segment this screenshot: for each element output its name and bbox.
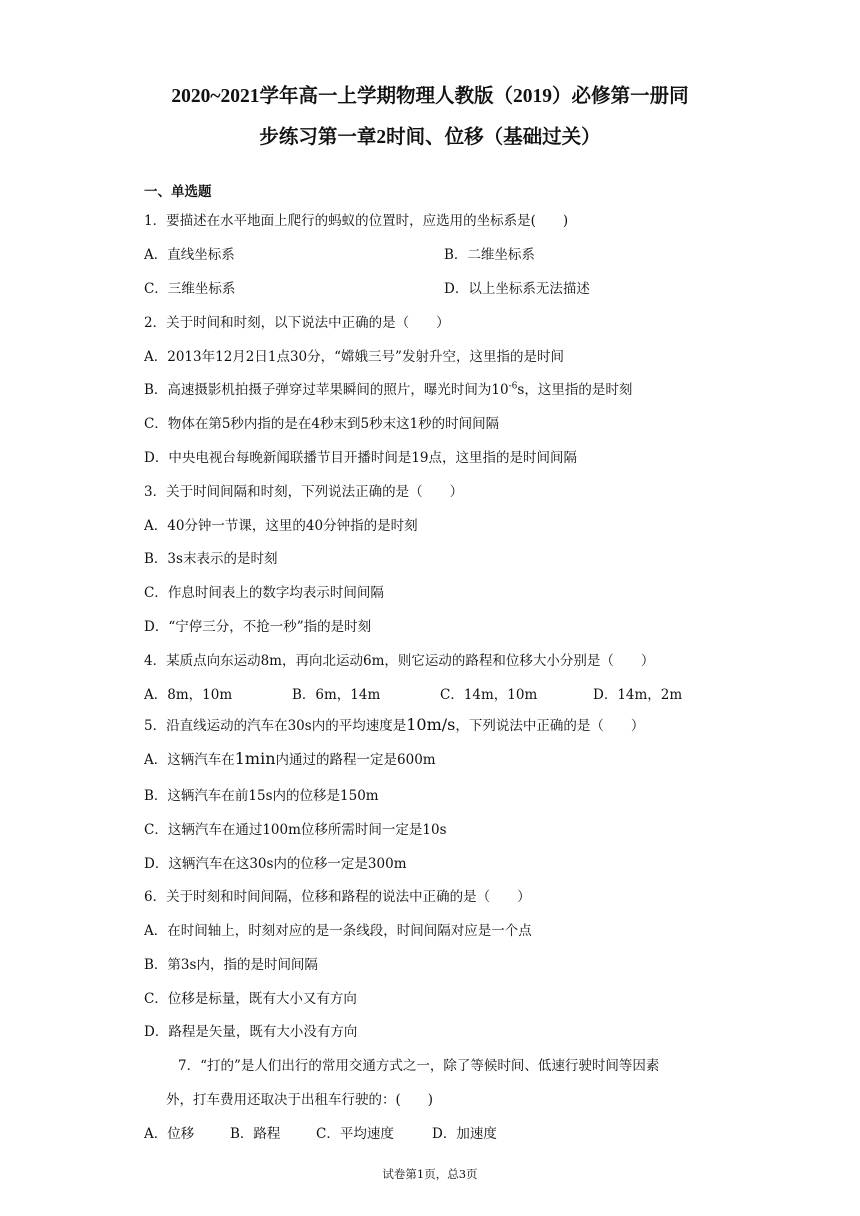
question-6-option-c: C．位移是标量，既有大小又有方向 <box>144 991 357 1007</box>
question-1-option-c: C．三维坐标系 <box>144 281 236 297</box>
question-4-stem: 4．某质点向东运动8m，再向北运动6m，则它运动的路程和位移大小分别是（ ） <box>144 653 655 669</box>
question-7-option-d: D．加速度 <box>432 1126 497 1142</box>
question-7-option-a: A．位移 <box>144 1126 195 1142</box>
question-2-option-b-tail: s，这里指的是时刻 <box>517 382 633 398</box>
question-6-stem: 6．关于时刻和时间间隔，位移和路程的说法中正确的是（ ） <box>144 889 531 905</box>
question-5-stem <box>144 714 644 734</box>
question-5-stem-post: ，下列说法中正确的是（ ） <box>455 718 645 734</box>
question-2-option-c: C．物体在第5秒内指的是在4秒末到5秒末这1秒的时间间隔 <box>144 416 500 432</box>
question-3-option-d: D．“宁停三分，不抢一秒”指的是时刻 <box>144 619 372 635</box>
question-3-stem: 3．关于时间间隔和时刻，下列说法正确的是（ ） <box>144 484 464 500</box>
question-4-option-a: A．8m，10m <box>144 687 233 703</box>
question-7-option-b: B．路程 <box>230 1126 281 1142</box>
question-5-option-a-tail: 内通过的路程一定是600m <box>275 752 436 768</box>
question-5-option-a <box>144 748 436 768</box>
question-5-option-d: D．这辆汽车在这30s内的位移一定是300m <box>144 856 407 872</box>
question-2-option-a: A．2013年12月2日1点30分，“嫦娥三号”发射升空，这里指的是时间 <box>144 349 564 365</box>
question-5-option-a-text: A．这辆汽车在 <box>144 752 235 768</box>
question-4-option-b: B．6m，14m <box>292 687 381 703</box>
question-1-option-a: A．直线坐标系 <box>144 247 235 263</box>
question-3-option-b: B．3s末表示的是时刻 <box>144 551 278 567</box>
question-6-option-d: D．路程是矢量，既有大小没有方向 <box>144 1024 358 1040</box>
question-5-stem-math: 10m/s <box>406 715 456 734</box>
question-7-option-c: C．平均速度 <box>316 1126 394 1142</box>
question-3-option-c: C．作息时间表上的数字均表示时间间隔 <box>144 585 384 601</box>
question-1-stem: 1．要描述在水平地面上爬行的蚂蚁的位置时，应选用的坐标系是( ) <box>144 213 569 229</box>
page-footer: 试卷第1页，总3页 <box>382 1167 478 1181</box>
question-1-option-d: D．以上坐标系无法描述 <box>444 281 590 297</box>
document-title-line-2: 步练习第一章2时间、位移（基础过关） <box>259 127 601 148</box>
question-2-option-d: D．中央电视台每晚新闻联播节目开播时间是19点，这里指的是时间间隔 <box>144 450 578 466</box>
question-5-option-a-math: 1min <box>234 749 276 768</box>
question-5-stem-pre: 5．沿直线运动的汽车在30s内的平均速度是 <box>144 718 407 734</box>
question-2-option-b-text: B．高速摄影机拍摄子弹穿过苹果瞬间的照片，曝光时间为10 <box>144 382 509 398</box>
section-heading: 一、单选题 <box>144 184 212 200</box>
question-7-stem-line-2: 外，打车费用还取决于出租车行驶的：( ) <box>166 1092 434 1108</box>
question-4-option-d: D．14m，2m <box>593 687 683 703</box>
question-2-option-b <box>144 378 632 398</box>
question-5-option-b: B．这辆汽车在前15s内的位移是150m <box>144 788 379 804</box>
question-4-option-c: C．14m，10m <box>440 687 538 703</box>
question-2-option-b-exponent: -6 <box>508 381 518 392</box>
document-title-line-1: 2020~2021学年高一上学期物理人教版（2019）必修第一册同 <box>171 86 689 107</box>
question-5-option-c: C．这辆汽车在通过100m位移所需时间一定是10s <box>144 822 447 838</box>
question-7-stem-line-1: 7．“打的”是人们出行的常用交通方式之一，除了等候时间、低速行驶时间等因素 <box>178 1058 660 1074</box>
question-1-option-b: B．二维坐标系 <box>444 247 535 263</box>
question-6-option-b: B．第3s内，指的是时间间隔 <box>144 957 318 973</box>
question-3-option-a: A．40分钟一节课，这里的40分钟指的是时刻 <box>144 518 418 534</box>
question-2-stem: 2．关于时间和时刻，以下说法中正确的是（ ） <box>144 315 450 331</box>
question-6-option-a: A．在时间轴上，时刻对应的是一条线段，时间间隔对应是一个点 <box>144 923 532 939</box>
